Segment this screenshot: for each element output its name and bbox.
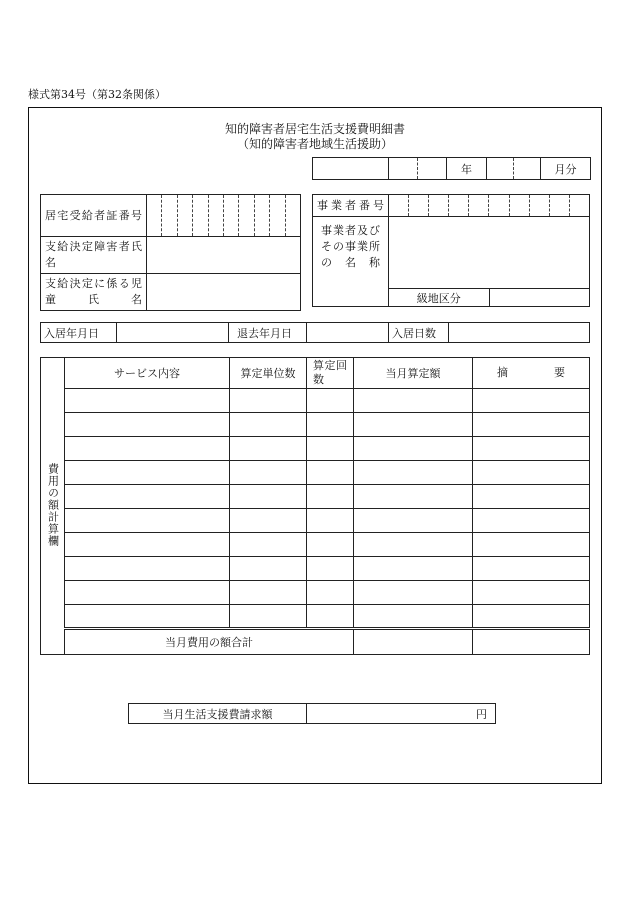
total-amount-field[interactable] bbox=[354, 629, 473, 655]
region-class-field[interactable] bbox=[489, 289, 590, 307]
provider-number-digits[interactable] bbox=[389, 195, 590, 217]
claim-label: 当月生活支援費請求額 bbox=[129, 704, 307, 724]
month-digits[interactable] bbox=[487, 158, 541, 180]
total-row bbox=[41, 629, 590, 655]
form-number-label: 様式第34号（第32条関係） bbox=[28, 88, 166, 101]
region-class-label: 級地区分 bbox=[389, 289, 490, 307]
total-label: 当月費用の額合計 bbox=[65, 629, 354, 655]
document-title: 知的障害者居宅生活支援費明細書 bbox=[224, 122, 405, 136]
table-row bbox=[41, 581, 590, 605]
total-note-field[interactable] bbox=[473, 629, 590, 655]
stay-days-field[interactable] bbox=[449, 323, 590, 343]
year-digits[interactable] bbox=[389, 158, 447, 180]
period-table bbox=[312, 157, 591, 180]
recipient-table bbox=[40, 194, 301, 311]
child-name-label: 支給決定に係る児童氏名 bbox=[41, 274, 147, 311]
col-unit: 算定単位数 bbox=[230, 358, 307, 389]
claim-table bbox=[128, 703, 496, 724]
stay-days-label: 入居日数 bbox=[389, 323, 449, 343]
provider-number-label: 事業者番号 bbox=[313, 195, 389, 217]
col-note: 摘要 bbox=[473, 358, 590, 389]
table-row bbox=[41, 509, 590, 533]
table-row bbox=[41, 533, 590, 557]
month-label: 月分 bbox=[541, 158, 591, 180]
table-row bbox=[41, 413, 590, 437]
provider-name-label: 事業者及びその事業所の名称 bbox=[313, 217, 389, 307]
col-service: サービス内容 bbox=[65, 358, 230, 389]
cost-table bbox=[40, 357, 590, 655]
person-name-label: 支給決定障害者氏名 bbox=[41, 237, 147, 274]
year-label: 年 bbox=[447, 158, 487, 180]
table-row bbox=[41, 389, 590, 413]
table-row bbox=[41, 461, 590, 485]
col-amount: 当月算定額 bbox=[354, 358, 473, 389]
col-count: 算定回数 bbox=[307, 358, 354, 389]
move-in-field[interactable] bbox=[117, 323, 229, 343]
table-row bbox=[41, 605, 590, 629]
stay-table bbox=[40, 322, 590, 343]
provider-table bbox=[312, 194, 590, 307]
child-name-field[interactable] bbox=[147, 274, 301, 311]
yen-unit: 円 bbox=[476, 707, 487, 721]
period-blank[interactable] bbox=[313, 158, 389, 180]
provider-name-field[interactable] bbox=[389, 217, 590, 289]
claim-amount-field[interactable] bbox=[307, 704, 496, 724]
table-row bbox=[41, 557, 590, 581]
cert-number-digits[interactable] bbox=[147, 195, 301, 237]
move-out-field[interactable] bbox=[307, 323, 389, 343]
move-in-label: 入居年月日 bbox=[41, 323, 117, 343]
document-subtitle: （知的障害者地域生活援助） bbox=[236, 137, 393, 151]
move-out-label: 退去年月日 bbox=[229, 323, 307, 343]
table-row bbox=[41, 437, 590, 461]
cost-side-label: 費用の額計算欄 bbox=[41, 358, 65, 655]
cert-number-label: 居宅受給者証番号 bbox=[41, 195, 147, 237]
table-row bbox=[41, 485, 590, 509]
person-name-field[interactable] bbox=[147, 237, 301, 274]
